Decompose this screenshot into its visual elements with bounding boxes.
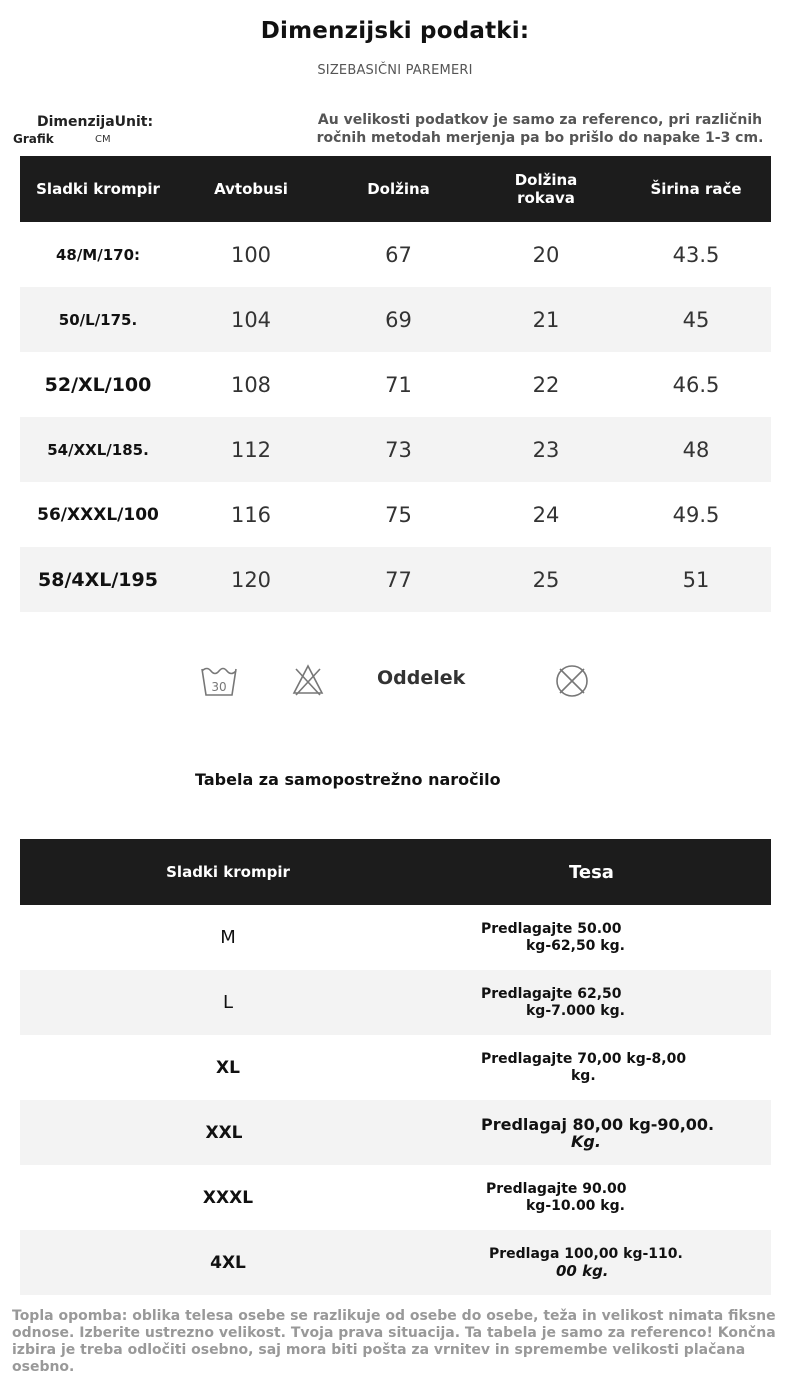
size-cell: 52/XL/100 xyxy=(44,373,152,396)
table-row xyxy=(20,1035,771,1100)
chest-cell: 108 xyxy=(230,372,272,397)
size-table-header xyxy=(20,156,771,222)
weight-line-1: Predlagajte 62,50 xyxy=(481,985,622,1002)
header-weight: Tesa xyxy=(569,861,614,883)
shoulder-cell: 45 xyxy=(682,307,710,332)
header-size: Sladki krompir xyxy=(166,863,290,881)
table-row xyxy=(20,482,771,547)
table-row xyxy=(20,287,771,352)
table-row xyxy=(20,1230,771,1295)
shoulder-cell: 49.5 xyxy=(672,502,720,527)
page-title: Dimenzijski podatki: xyxy=(260,18,530,44)
weight-cell xyxy=(436,1246,771,1280)
table-row xyxy=(20,905,771,970)
sleeve-cell: 24 xyxy=(532,502,560,527)
weight-line-2: Kg. xyxy=(571,1131,601,1151)
weight-line-2: kg-7.000 kg. xyxy=(526,1002,625,1019)
unit-label: DimenzijaUnit: xyxy=(37,114,154,130)
table-row xyxy=(20,1100,771,1165)
length-cell: 77 xyxy=(385,567,412,592)
measurement-note: Au velikosti podatkov je samo za referenco, pri različnih ročnih metodah merjenja pa bo prišlo do napake 1-3 cm. xyxy=(316,112,764,146)
length-cell: 75 xyxy=(385,502,412,527)
chest-cell: 116 xyxy=(230,502,272,527)
table-row xyxy=(20,417,771,482)
weight-cell xyxy=(436,1181,771,1215)
shoulder-cell: 46.5 xyxy=(672,372,720,397)
sleeve-cell: 21 xyxy=(532,307,560,332)
header-shoulder-width: Širina rače xyxy=(650,180,742,198)
weight-line-1: Predlaga 100,00 kg-110. xyxy=(489,1245,683,1262)
weight-line-1: Predlagajte 50.00 xyxy=(481,920,622,937)
length-cell: 73 xyxy=(385,437,412,462)
weight-line-2: kg-62,50 kg. xyxy=(526,937,625,954)
weight-table xyxy=(20,839,771,1295)
chest-cell: 104 xyxy=(230,307,272,332)
shoulder-cell: 43.5 xyxy=(672,242,720,267)
table-row xyxy=(20,222,771,287)
sleeve-cell: 20 xyxy=(532,242,560,267)
size-cell: 4XL xyxy=(210,1252,246,1273)
department-label: Oddelek xyxy=(377,667,466,689)
length-cell: 71 xyxy=(385,372,412,397)
weight-cell xyxy=(436,921,771,955)
order-table-title: Tabela za samopostrežno naročilo xyxy=(195,770,501,789)
weight-line-1: Predlagajte 90.00 xyxy=(486,1180,627,1197)
size-cell: 54/XXL/185. xyxy=(47,440,149,459)
size-cell: L xyxy=(222,992,234,1013)
weight-cell xyxy=(436,1051,771,1085)
size-table xyxy=(20,156,771,612)
unit-value: CM xyxy=(95,134,111,145)
header-size: Sladki krompir xyxy=(36,180,160,198)
shoulder-cell: 48 xyxy=(682,437,710,462)
care-icons xyxy=(0,655,790,709)
weight-line-1: Predlagaj 80,00 kg-90,00. xyxy=(481,1114,715,1134)
chest-cell: 120 xyxy=(230,567,272,592)
header-sleeve-length: Dolžina rokava xyxy=(514,171,578,207)
header-length: Dolžina xyxy=(367,180,430,198)
weight-table-header xyxy=(20,839,771,905)
size-cell: XL xyxy=(216,1057,240,1078)
grafik-label: Grafik xyxy=(13,132,54,146)
size-cell: 48/M/170: xyxy=(55,245,141,264)
size-cell: 56/XXXL/100 xyxy=(37,504,159,525)
size-cell: 50/L/175. xyxy=(58,310,138,329)
weight-cell xyxy=(436,986,771,1020)
no-dry-clean-icon xyxy=(554,663,590,699)
weight-line-2: kg. xyxy=(571,1067,596,1084)
size-cell: XXL xyxy=(205,1122,243,1143)
weight-line-2: 00 kg. xyxy=(556,1261,609,1280)
table-row xyxy=(20,352,771,417)
shoulder-cell: 51 xyxy=(682,567,710,592)
table-row xyxy=(20,1165,771,1230)
sleeve-cell: 25 xyxy=(532,567,560,592)
sleeve-cell: 23 xyxy=(532,437,560,462)
length-cell: 69 xyxy=(385,307,412,332)
size-cell: 58/4XL/195 xyxy=(38,568,158,591)
chest-cell: 100 xyxy=(230,242,272,267)
wash-temp: 30 xyxy=(211,680,227,694)
wash-30-icon xyxy=(200,663,238,699)
weight-cell xyxy=(436,1116,771,1150)
length-cell: 67 xyxy=(385,242,412,267)
footer-note: Topla opomba: oblika telesa osebe se razlikuje od osebe do osebe, teža in velikost nimata fiksne odnose. Izberite ustrezno velikost. Tvoja prava situacija. Ta tabela je samo za referenco! Končna izbira je treba odločiti osebno, saj mora biti pošta za vrnitev in spremembe velikosti plačana osebno. xyxy=(12,1308,776,1375)
table-row xyxy=(20,547,771,612)
page-subtitle: SIZEBASIČNI PAREMERI xyxy=(317,63,473,78)
table-row xyxy=(20,970,771,1035)
header-chest: Avtobusi xyxy=(214,180,288,198)
size-cell: XXXL xyxy=(202,1187,254,1208)
chest-cell: 112 xyxy=(230,437,272,462)
weight-line-1: Predlagajte 70,00 kg-8,00 xyxy=(481,1050,687,1067)
weight-line-2: kg-10.00 kg. xyxy=(526,1197,625,1214)
sleeve-cell: 22 xyxy=(532,372,560,397)
size-cell: M xyxy=(220,927,236,948)
no-bleach-icon xyxy=(292,663,324,697)
